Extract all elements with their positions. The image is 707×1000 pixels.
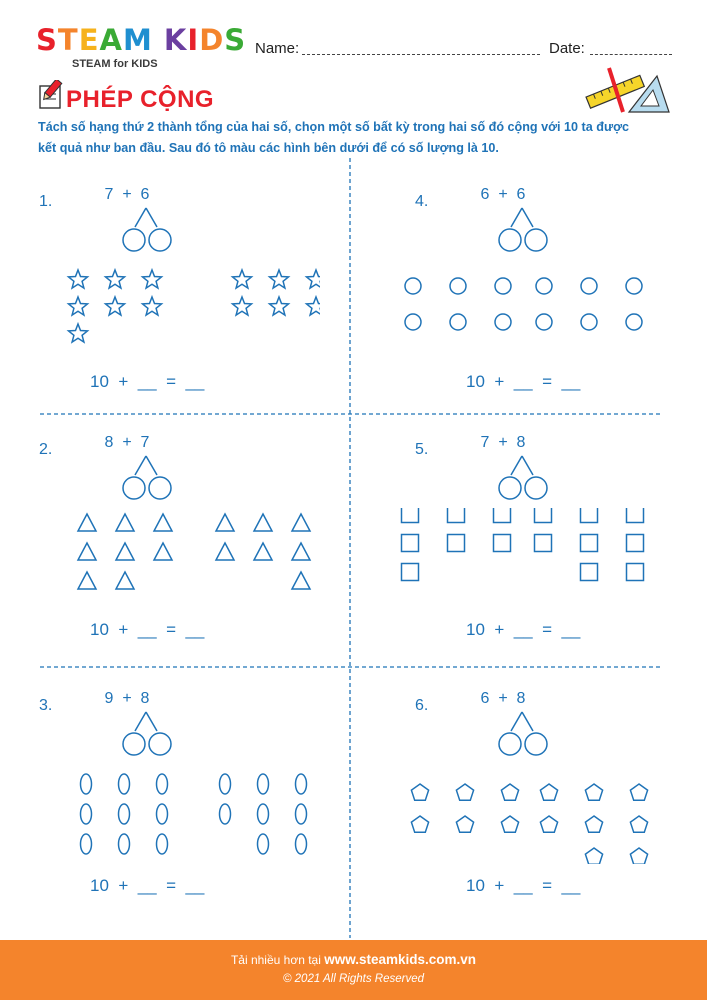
triangle-shape[interactable]	[154, 514, 172, 531]
ruler-triangle-icon	[585, 64, 675, 120]
triangle-shape[interactable]	[292, 572, 310, 589]
triangle-shape[interactable]	[78, 572, 96, 589]
pentagon-shape[interactable]	[411, 816, 428, 832]
pentagon-shape[interactable]	[630, 784, 647, 800]
number-bond	[110, 205, 180, 257]
triangle-shape[interactable]	[116, 572, 134, 589]
name-label: Name:	[255, 40, 300, 57]
circle-shape[interactable]	[405, 278, 421, 294]
answer-line[interactable]: 10 + __ = __	[90, 620, 205, 639]
triangle-shape[interactable]	[78, 514, 96, 531]
circle-shape[interactable]	[405, 314, 421, 330]
oval-shape[interactable]	[296, 774, 307, 794]
number-bond	[110, 709, 180, 761]
star-shape[interactable]	[106, 297, 125, 315]
date-label: Date:	[549, 40, 585, 57]
square-shape[interactable]	[402, 535, 419, 552]
number-bond	[486, 709, 556, 761]
shape-group	[376, 764, 696, 864]
square-shape[interactable]	[627, 535, 644, 552]
star-shape[interactable]	[106, 270, 125, 288]
problem-expression: 7 + 8	[480, 434, 526, 451]
square-shape[interactable]	[581, 535, 598, 552]
circle-shape[interactable]	[450, 278, 466, 294]
number-bond	[110, 453, 180, 505]
star-shape[interactable]	[307, 297, 321, 315]
problem-expression: 6 + 8	[480, 690, 526, 707]
pentagon-shape[interactable]	[585, 816, 602, 832]
shape-group	[0, 764, 320, 864]
triangle-shape[interactable]	[216, 514, 234, 531]
pentagon-shape[interactable]	[585, 848, 602, 864]
oval-shape[interactable]	[220, 774, 231, 794]
pentagon-shape[interactable]	[540, 784, 557, 800]
problem-expression: 8 + 7	[104, 434, 150, 451]
star-shape[interactable]	[69, 324, 88, 342]
oval-shape[interactable]	[119, 774, 130, 794]
pentagon-shape[interactable]	[456, 816, 473, 832]
oval-shape[interactable]	[157, 774, 168, 794]
triangle-shape[interactable]	[254, 543, 272, 560]
triangle-shape[interactable]	[116, 543, 134, 560]
triangle-shape[interactable]	[292, 543, 310, 560]
bond-circle-left[interactable]	[499, 477, 521, 499]
footer-url[interactable]: www.steamkids.com.vn	[324, 952, 477, 967]
circle-shape[interactable]	[450, 314, 466, 330]
oval-shape[interactable]	[258, 804, 269, 824]
footer-bar	[0, 940, 707, 1000]
oval-shape[interactable]	[258, 774, 269, 794]
shape-group	[0, 260, 320, 360]
oval-shape[interactable]	[220, 804, 231, 824]
circle-shape[interactable]	[495, 314, 511, 330]
answer-line[interactable]: 10 + __ = __	[90, 372, 205, 391]
footer-copyright: © 2021 All Rights Reserved	[282, 973, 424, 985]
name-field[interactable]	[302, 54, 540, 55]
oval-shape[interactable]	[157, 804, 168, 824]
square-shape[interactable]	[402, 564, 419, 581]
triangle-shape[interactable]	[116, 514, 134, 531]
star-shape[interactable]	[233, 270, 252, 288]
square-shape[interactable]	[402, 508, 419, 523]
answer-line[interactable]: 10 + __ = __	[466, 620, 581, 639]
star-shape[interactable]	[270, 297, 289, 315]
square-shape[interactable]	[494, 508, 511, 523]
star-shape[interactable]	[307, 270, 321, 288]
circle-shape[interactable]	[626, 278, 642, 294]
star-shape[interactable]	[233, 297, 252, 315]
pentagon-shape[interactable]	[411, 784, 428, 800]
circle-shape[interactable]	[536, 314, 552, 330]
problem-number: 3.	[39, 697, 53, 714]
bond-circle-right[interactable]	[149, 477, 171, 499]
bond-circle-right[interactable]	[525, 477, 547, 499]
problem-number: 1.	[39, 193, 53, 210]
circle-shape[interactable]	[626, 314, 642, 330]
date-field[interactable]	[590, 54, 672, 55]
star-shape[interactable]	[69, 297, 88, 315]
oval-shape[interactable]	[119, 834, 130, 854]
logo-subtitle: STEAM for KIDS	[72, 58, 158, 70]
square-shape[interactable]	[535, 535, 552, 552]
pentagon-shape[interactable]	[540, 816, 557, 832]
bond-circle-right[interactable]	[525, 229, 547, 251]
bond-circle-left[interactable]	[123, 229, 145, 251]
bond-circle-left[interactable]	[123, 477, 145, 499]
star-shape[interactable]	[69, 270, 88, 288]
pentagon-shape[interactable]	[501, 816, 518, 832]
problem-number: 4.	[415, 193, 429, 210]
oval-shape[interactable]	[81, 804, 92, 824]
bond-circle-right[interactable]	[149, 733, 171, 755]
problem-number: 5.	[415, 441, 429, 458]
page-title: PHÉP CỘNG	[66, 86, 215, 113]
circle-shape[interactable]	[581, 278, 597, 294]
square-shape[interactable]	[627, 564, 644, 581]
oval-shape[interactable]	[296, 804, 307, 824]
problem-expression: 6 + 6	[480, 186, 526, 203]
circle-shape[interactable]	[495, 278, 511, 294]
square-shape[interactable]	[581, 564, 598, 581]
pentagon-shape[interactable]	[585, 784, 602, 800]
bond-circle-right[interactable]	[525, 733, 547, 755]
answer-line[interactable]: 10 + __ = __	[466, 372, 581, 391]
square-shape[interactable]	[494, 535, 511, 552]
square-shape[interactable]	[581, 508, 598, 523]
triangle-shape[interactable]	[216, 543, 234, 560]
triangle-shape[interactable]	[78, 543, 96, 560]
triangle-shape[interactable]	[292, 514, 310, 531]
problem-expression: 7 + 6	[104, 186, 150, 203]
instructions: Tách số hạng thứ 2 thành tổng của hai số, chọn một số bất kỳ trong hai số đó cộng với 10 ta được kết quả như ban đầu. Sau đó tô màu các hình bên dưới để có số lượng là 10.	[38, 120, 630, 155]
star-shape[interactable]	[143, 270, 162, 288]
bond-circle-right[interactable]	[149, 229, 171, 251]
footer-link-prefix: Tải nhiều hơn tại	[230, 953, 321, 967]
problem-number: 2.	[39, 441, 53, 458]
pentagon-shape[interactable]	[630, 816, 647, 832]
oval-shape[interactable]	[81, 774, 92, 794]
square-shape[interactable]	[535, 508, 552, 523]
triangle-shape[interactable]	[154, 543, 172, 560]
number-bond	[486, 453, 556, 505]
bond-circle-left[interactable]	[499, 229, 521, 251]
footer-link[interactable]	[0, 952, 707, 967]
circle-shape[interactable]	[536, 278, 552, 294]
triangle-shape[interactable]	[254, 514, 272, 531]
circle-shape[interactable]	[581, 314, 597, 330]
number-bond	[486, 205, 556, 257]
shape-group	[376, 508, 696, 608]
star-shape[interactable]	[270, 270, 289, 288]
oval-shape[interactable]	[296, 834, 307, 854]
bond-circle-left[interactable]	[499, 733, 521, 755]
bond-circle-left[interactable]	[123, 733, 145, 755]
shape-group	[376, 260, 696, 360]
oval-shape[interactable]	[119, 804, 130, 824]
oval-shape[interactable]	[258, 834, 269, 854]
oval-shape[interactable]	[157, 834, 168, 854]
pentagon-shape[interactable]	[501, 784, 518, 800]
answer-line[interactable]: 10 + __ = __	[90, 876, 205, 895]
pentagon-shape[interactable]	[456, 784, 473, 800]
oval-shape[interactable]	[81, 834, 92, 854]
star-shape[interactable]	[143, 297, 162, 315]
square-shape[interactable]	[448, 508, 465, 523]
square-shape[interactable]	[448, 535, 465, 552]
pencil-paper-icon	[36, 80, 66, 110]
pentagon-shape[interactable]	[630, 848, 647, 864]
answer-line[interactable]: 10 + __ = __	[466, 876, 581, 895]
logo: STEAM KIDS	[36, 23, 247, 57]
problem-number: 6.	[415, 697, 429, 714]
shape-group	[0, 508, 320, 608]
square-shape[interactable]	[627, 508, 644, 523]
problem-expression: 9 + 8	[104, 690, 150, 707]
